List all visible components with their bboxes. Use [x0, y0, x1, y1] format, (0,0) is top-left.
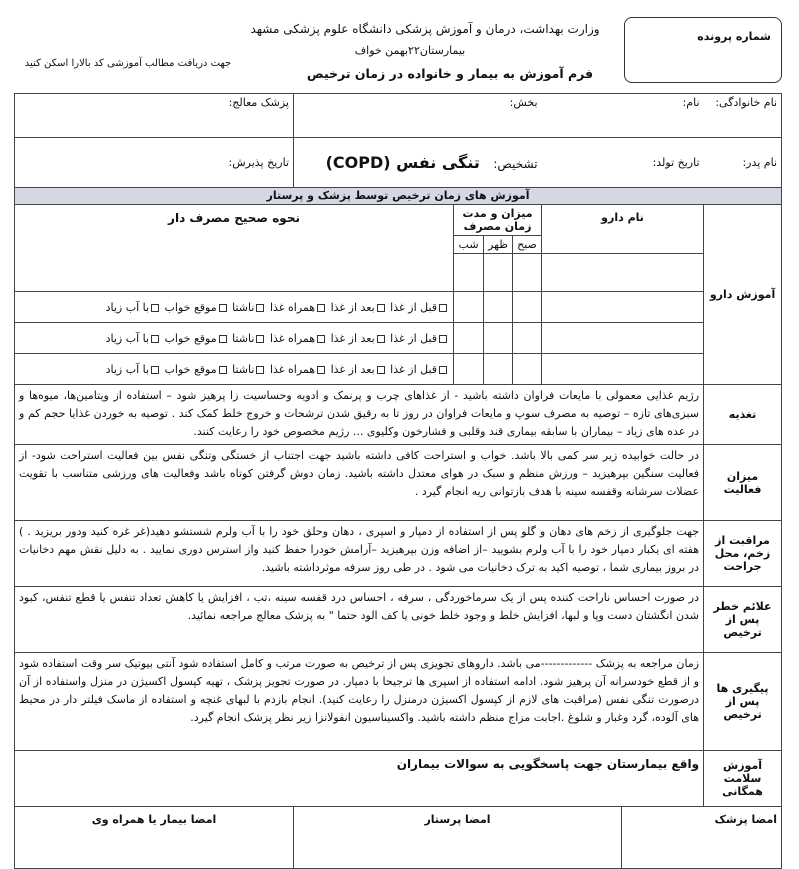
- drug-name-field-2[interactable]: [542, 323, 704, 354]
- drug-name-field-1[interactable]: [542, 292, 704, 323]
- dose-night-3[interactable]: [454, 354, 484, 385]
- nutrition-label: تغذیه: [704, 385, 782, 445]
- opt-with-food-2[interactable]: همراه غذا: [270, 332, 327, 345]
- doctor-cell[interactable]: [15, 94, 294, 138]
- dose-header: میزان و مدت زمان مصرف: [454, 205, 542, 236]
- opt-water-2[interactable]: با آب زیاد: [106, 332, 161, 345]
- activity-label: میزان فعالیت: [704, 445, 782, 521]
- dose-morning-2[interactable]: [513, 323, 542, 354]
- usage-options-3[interactable]: [15, 354, 454, 385]
- opt-fasting-3[interactable]: ناشتا: [232, 363, 266, 376]
- opt-with-food-3[interactable]: همراه غذا: [270, 363, 327, 376]
- drug-name-blank[interactable]: [542, 254, 704, 292]
- public-health-label: آموزش سلامت همگانی: [704, 751, 782, 807]
- opt-fasting-2[interactable]: ناشتا: [232, 332, 266, 345]
- activity-text: در حالت خوابیده زیر سر کمی بالا باشد. خواب و استراحت کافی داشته باشید جهت اجتناب از خستگی وتنگی نفس بین فعالیت استراحت شود- از فعالیت سنگین بپرهیزید – ورزش منظم و سبک در هوای معتدل داشته باشید. زمان دوش گرفتن کوتاه باشد وفعالیت های ورزشی متناسب با تقویت عضلات سرشانه وقفسه سینه با هدف بازتوانی ریه انجام گیرد .: [15, 445, 704, 521]
- admission-date-cell[interactable]: [15, 138, 294, 188]
- ministry-title: وزارت بهداشت، درمان و آموزش پزشکی دانشگاه علوم پزشکی مشهد: [250, 22, 600, 36]
- dose-noon-blank[interactable]: [484, 254, 513, 292]
- opt-before-food-3[interactable]: قبل از غذا: [390, 363, 449, 376]
- dose-night-1[interactable]: [454, 292, 484, 323]
- ward-cell[interactable]: [294, 94, 542, 138]
- followup-text: زمان مراجعه به پزشک -------------می باشد. داروهای تجویزی پس از ترخیص به صورت مرتب و کامل استفاده شود آنتی بیوتیک سر وقت استفاده شود و از قطع خودسرانه آن پرهیز شود. ادامه استفاده از اسپری ها ترجیحا با دمپار. در صورت تجویز پزشک ، تهیه کپسول اکسیژن در منزل واستفاده از آن درصورت تنگی نفس (مراقبت های لازم از کپسول اکسیژن درمنزل را رعایت کنید). انجام بازدم با لبهای غنچه و استفاده از ماسک فیلتر دار در محیط های آلوده، گرد وغبار و شلوغ .اجابت مزاج منظم داشته باشید. واکسیناسیون انفولانزا زیر نظر پزشک انجام گیرد.: [15, 653, 704, 751]
- name-label: نام:: [682, 96, 700, 109]
- nurse-signature[interactable]: [294, 807, 622, 869]
- admission-date-label: تاریخ پذیرش:: [228, 156, 289, 169]
- wound-care-text: جهت جلوگیری از زخم های دهان و گلو پس از استفاده از دمپار و اسپری ، دهان وحلق خود را با آب ولرم شستشو دهید(غر غره کنید ودور بریزید . ) هفته ای یکبار دمپار خود را با آب ولرم بشویید –از اضافه وزن بپرهیزید –آرامش خودرا حفظ کنید واز استرس دوری نمایید . به دلیل نقش مهم دخانیات در بروز بیماری شما ، توصیه اکید به ترک دخانیات می شود . در طی روز سرفه موثرداشته باشید.: [15, 521, 704, 587]
- dose-noon-3[interactable]: [484, 354, 513, 385]
- usage-header: نحوه صحیح مصرف دار: [15, 205, 454, 292]
- father-name-label: نام پدر:: [742, 156, 778, 169]
- education-section-title: آموزش های زمان ترخیص توسط پزشک و پرستار: [15, 188, 782, 205]
- ward-label: بخش:: [509, 96, 538, 109]
- opt-water-1[interactable]: با آب زیاد: [106, 301, 161, 314]
- opt-fasting-1[interactable]: ناشتا: [232, 301, 266, 314]
- drug-name-header: نام دارو: [542, 205, 704, 254]
- form-title: فرم آموزش به بیمار و خانواده در زمان ترخیص: [306, 66, 594, 81]
- nurse-signature-label: امضا پرستار: [424, 813, 491, 826]
- diagnosis-label: تشخیص:: [493, 157, 538, 171]
- father-name-cell[interactable]: [704, 138, 782, 188]
- opt-before-food-1[interactable]: قبل از غذا: [390, 301, 449, 314]
- doctor-signature-label: امضا پزشک: [714, 813, 778, 826]
- opt-before-food-2[interactable]: قبل از غذا: [390, 332, 449, 345]
- opt-water-3[interactable]: با آب زیاد: [106, 363, 161, 376]
- hospital-name: بیمارستان۲۲بهمن خواف: [354, 44, 466, 57]
- doctor-label: پزشک معالج:: [228, 96, 289, 109]
- family-name-cell[interactable]: [704, 94, 782, 138]
- usage-options-1[interactable]: [15, 292, 454, 323]
- drug-name-field-3[interactable]: [542, 354, 704, 385]
- time-night: شب: [454, 236, 484, 254]
- dose-morning-3[interactable]: [513, 354, 542, 385]
- usage-options-2[interactable]: [15, 323, 454, 354]
- birth-date-cell[interactable]: [542, 138, 704, 188]
- opt-bedtime-1[interactable]: موقع خواب: [165, 301, 229, 314]
- patient-signature[interactable]: [15, 807, 294, 869]
- public-health-text: واقع بیمارستان جهت پاسخگویی به سوالات بیماران: [15, 751, 704, 807]
- dose-noon-2[interactable]: [484, 323, 513, 354]
- diagnosis-value: تنگی نفس (COPD): [325, 153, 480, 172]
- dose-morning-1[interactable]: [513, 292, 542, 323]
- dose-morning-blank[interactable]: [513, 254, 542, 292]
- scan-note: جهت دریافت مطالب آموزشی کد بالارا اسکن کنید: [24, 58, 232, 69]
- nutrition-text: رژیم غذایی معمولی با مایعات فراوان داشته باشید - از غذاهای چرب و پرنمک و ادویه وحساسیت زا پرهیز شود – استفاده از ویتامین‌ها، میوه‌ها و سبزی‌های تازه – توصیه به مصرف سوپ و مایعات فراوان در روز تا به رقیق شدن ترشحات و خروج خلط کمک کند . توصیه به خوردن غذایا حجم کم و در عده های زیاد – بیماران با سابقه بیماری قند وقلبی و فشارخون وکلیوی ... رژیم مخصوص خود را رعایت کنند.: [15, 385, 704, 445]
- danger-signs-label: علائم خطر پس از ترخیص: [704, 587, 782, 653]
- opt-after-food-3[interactable]: بعد از غذا: [331, 363, 387, 376]
- name-cell[interactable]: [542, 94, 704, 138]
- time-noon: ظهر: [484, 236, 513, 254]
- discharge-form-table: [14, 93, 782, 869]
- dose-night-2[interactable]: [454, 323, 484, 354]
- drug-row-label: آموزش دارو: [704, 205, 782, 385]
- time-morning: صبح: [513, 236, 542, 254]
- family-name-label: نام خانوادگی:: [715, 96, 778, 109]
- followup-label: پیگیری ها پس از ترخیص: [704, 653, 782, 751]
- diagnosis-cell[interactable]: [294, 138, 542, 188]
- dose-noon-1[interactable]: [484, 292, 513, 323]
- opt-after-food-1[interactable]: بعد از غذا: [331, 301, 387, 314]
- opt-after-food-2[interactable]: بعد از غذا: [331, 332, 387, 345]
- opt-bedtime-2[interactable]: موقع خواب: [165, 332, 229, 345]
- wound-care-label: مراقبت از زخم، محل جراحت: [704, 521, 782, 587]
- doctor-signature[interactable]: [622, 807, 782, 869]
- birth-date-label: تاریخ تولد:: [652, 156, 700, 169]
- dose-night-blank[interactable]: [454, 254, 484, 292]
- patient-signature-label: امضا بیمار یا همراه وی: [91, 813, 217, 826]
- file-number-box[interactable]: [624, 17, 782, 83]
- opt-with-food-1[interactable]: همراه غذا: [270, 301, 327, 314]
- opt-bedtime-3[interactable]: موقع خواب: [165, 363, 229, 376]
- file-number-label: شماره پرونده: [697, 30, 771, 43]
- danger-signs-text: در صورت احساس ناراحت کننده پس از یک سرماخوردگی ، سرفه ، احساس درد قفسه سینه ،تب ، افزایش یا کاهش تعداد تنفس یا قطع تنفس، کبود شدن انگشتان دست وپا و لبها، افزایش خلط و وجود خلط خونی یا کف الود حتما " به پزشک معالج مراجعه نمائید.: [15, 587, 704, 653]
